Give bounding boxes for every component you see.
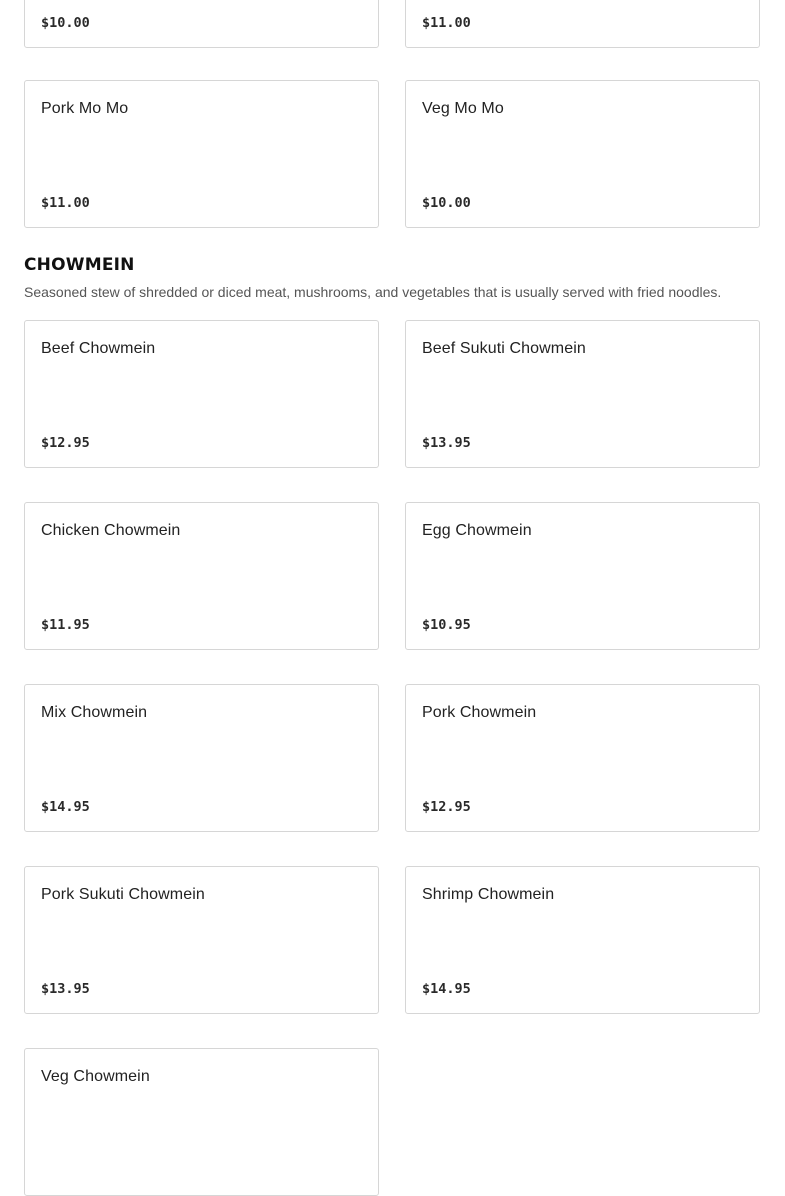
menu-item-price: $14.95 (422, 981, 471, 997)
menu-item-name: Egg Chowmein (422, 522, 532, 539)
menu-item-name: Beef Sukuti Chowmein (422, 340, 586, 357)
menu-item-price: $13.95 (41, 981, 90, 997)
menu-item-card[interactable] (405, 502, 760, 650)
menu-item-card[interactable] (405, 80, 760, 228)
menu-item-name: Beef Chowmein (41, 340, 156, 357)
menu-item-price: $11.95 (41, 617, 90, 633)
menu-item-price: $10.00 (41, 15, 90, 31)
menu-item-name: Veg Chowmein (41, 1068, 150, 1085)
menu-item-name: Pork Mo Mo (41, 100, 129, 117)
menu-item-price: $14.95 (41, 799, 90, 815)
menu-item-price: $11.00 (41, 195, 90, 211)
menu-item-card[interactable] (405, 866, 760, 1014)
menu-item-price: $10.00 (422, 195, 471, 211)
menu-item-name: Pork Chowmein (422, 704, 537, 721)
menu-item-name: Shrimp Chowmein (422, 886, 555, 903)
menu-item-card[interactable] (405, 684, 760, 832)
menu-item-price: $12.95 (41, 435, 90, 451)
menu-item-price: $10.95 (422, 617, 471, 633)
menu-item-price: $13.95 (422, 435, 471, 451)
section-description: Seasoned stew of shredded or diced meat, mushrooms, and vegetables that is usually served with fried noodles. (24, 284, 722, 300)
menu-item-price: $11.00 (422, 15, 471, 31)
menu-item-price: $12.95 (422, 799, 471, 815)
menu-item-name: Pork Sukuti Chowmein (41, 886, 205, 903)
menu-item-card[interactable] (24, 684, 379, 832)
menu-item-card[interactable] (405, 0, 760, 48)
menu-item-name: Mix Chowmein (41, 704, 148, 721)
menu-item-name: Chicken Chowmein (41, 522, 181, 539)
menu-item-card[interactable] (24, 80, 379, 228)
menu-item-card[interactable] (24, 866, 379, 1014)
menu-item-card[interactable] (24, 0, 379, 48)
menu-item-name: Veg Mo Mo (422, 100, 504, 117)
section-title: CHOWMEIN (24, 255, 135, 275)
menu-item-card[interactable] (24, 502, 379, 650)
menu-item-card[interactable] (24, 1048, 379, 1196)
menu-item-card[interactable] (24, 320, 379, 468)
menu-item-card[interactable] (405, 320, 760, 468)
